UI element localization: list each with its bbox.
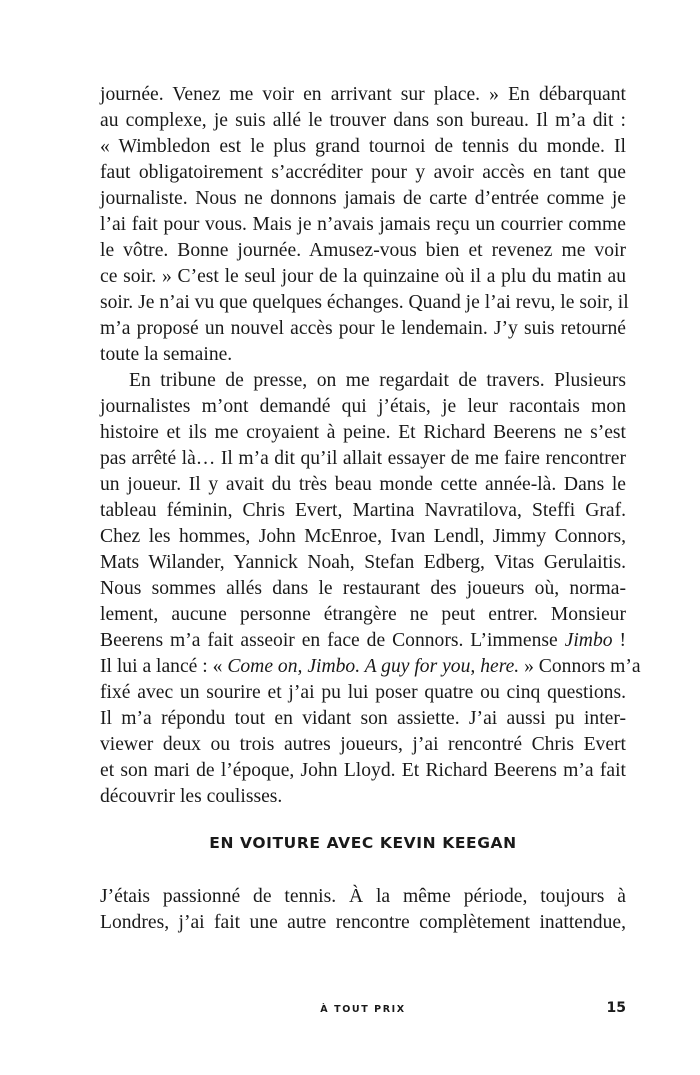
text-line — [100, 628, 626, 654]
page-number: 15 — [606, 1000, 626, 1016]
text-line — [100, 654, 641, 680]
running-title: À TOUT PRIX — [320, 1004, 406, 1015]
text-line: journaliste. Nous ne donnons jamais de carte d’entrée comme je — [100, 188, 626, 209]
text-line: l’ai fait pour vous. Mais je n’avais jamais reçu un courrier comme — [100, 214, 626, 235]
text-line: Nous sommes allés dans le restaurant des joueurs où, norma- — [100, 578, 626, 599]
text-line: m’a proposé un nouvel accès pour le lendemain. J’y suis retourné — [100, 318, 626, 339]
text-run: Il lui a lancé : « — [100, 656, 228, 677]
text-line: pas arrêté là… Il m’a dit qu’il allait essayer de me faire rencontrer — [100, 448, 626, 469]
text-line: et son mari de l’époque, John Lloyd. Et Richard Beerens m’a fait — [100, 760, 626, 781]
text-line: découvrir les coulisses. — [100, 786, 283, 807]
text-line: le vôtre. Bonne journée. Amusez-vous bien et revenez me voir — [100, 240, 626, 261]
text-line: ce soir. » C’est le seul jour de la quinzaine où il a plu du matin au — [100, 266, 626, 287]
text-line: fixé avec un sourire et j’ai pu lui poser quatre ou cinq questions. — [100, 682, 626, 703]
text-line: lement, aucune personne étrangère ne peut entrer. Monsieur — [100, 604, 626, 625]
text-run: » Connors m’a — [519, 656, 641, 677]
text-line: En tribune de presse, on me regardait de travers. Plusieurs — [129, 370, 626, 391]
text-run: Beerens m’a fait asseoir en face de Connors. L’immense — [100, 630, 558, 651]
text-line: Chez les hommes, John McEnroe, Ivan Lendl, Jimmy Connors, — [100, 526, 626, 547]
text-line: Il m’a répondu tout en vidant son assiette. J’ai aussi pu inter- — [100, 708, 626, 729]
text-line: Mats Wilander, Yannick Noah, Stefan Edberg, Vitas Gerulaitis. — [100, 552, 626, 573]
text-line: J’étais passionné de tennis. À la même période, toujours à — [100, 886, 626, 907]
text-line: journée. Venez me voir en arrivant sur place. » En débarquant — [100, 84, 626, 105]
text-line: au complexe, je suis allé le trouver dans son bureau. Il m’a dit : — [100, 110, 626, 131]
text-run: ! — [612, 630, 626, 651]
text-line: « Wimbledon est le plus grand tournoi de tennis du monde. Il — [100, 136, 626, 157]
text-line: un joueur. Il y avait du très beau monde cette année-là. Dans le — [100, 474, 626, 495]
italic-text-run: Come on, Jimbo. A guy for you, here. — [227, 656, 520, 677]
text-line: histoire et ils me croyaient à peine. Et Richard Beerens ne s’est — [100, 422, 626, 443]
section-heading: EN VOITURE AVEC KEVIN KEEGAN — [209, 834, 517, 852]
text-line: viewer deux ou trois autres joueurs, j’ai rencontré Chris Evert — [100, 734, 626, 755]
text-line: toute la semaine. — [100, 344, 233, 365]
text-line: soir. Je n’ai vu que quelques échanges. Quand je l’ai revu, le soir, il — [100, 292, 629, 313]
italic-text-run: Jimbo — [564, 630, 613, 651]
text-line: Londres, j’ai fait une autre rencontre complètement inattendue, — [100, 912, 626, 933]
text-line: faut obligatoirement s’accréditer pour y avoir accès en tant que — [100, 162, 626, 183]
text-line: tableau féminin, Chris Evert, Martina Navratilova, Steffi Graf. — [100, 500, 626, 521]
text-line: journalistes m’ont demandé qui j’étais, je leur racontais mon — [100, 396, 626, 417]
